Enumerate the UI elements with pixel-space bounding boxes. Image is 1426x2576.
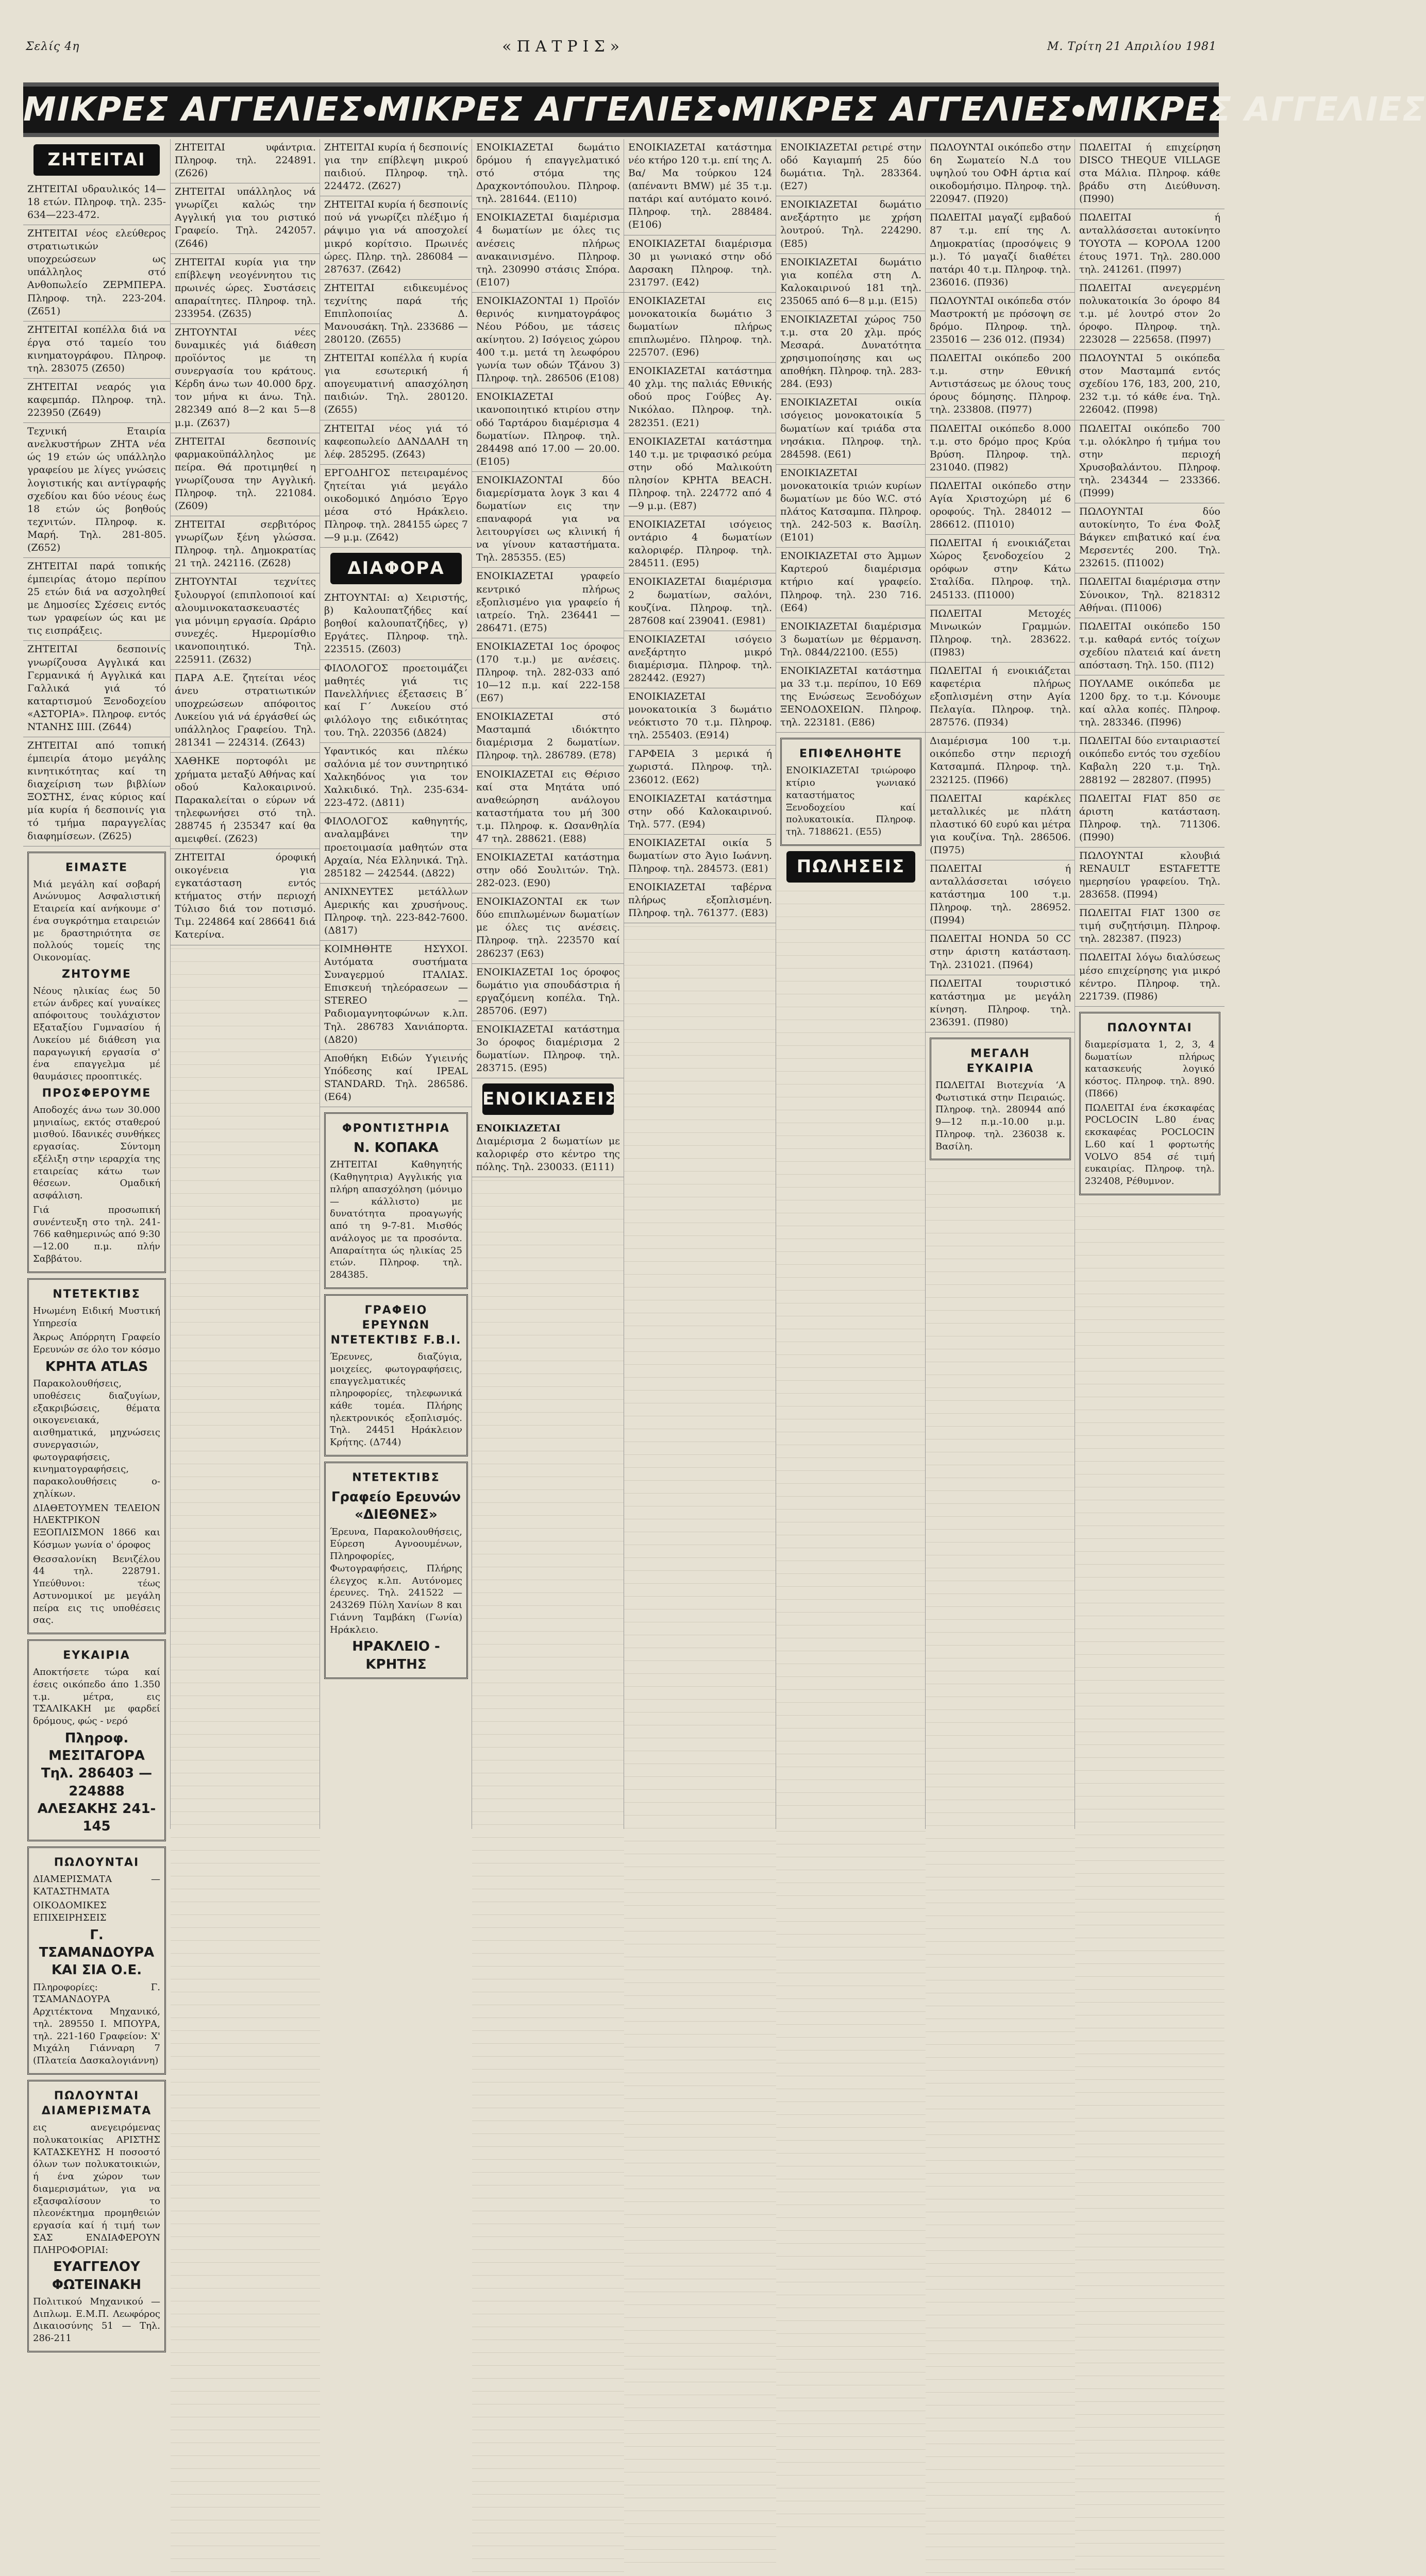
list-item: ΕΝΟΙΚΙΑΖΕΤΑΙ διαμέρισμα 2 δωματίων, σαλόνι, κουζίνα. Πληροφ. τηλ. 287608 καί 239041. (Ε981) <box>624 573 776 631</box>
ad-list <box>926 139 1075 1032</box>
list-item: ΠΩΛΕΙΤΑΙ διαμέρισμα στην Σύνοικον, Τηλ. 8218312 Αθήναι. (Π1006) <box>1075 573 1224 618</box>
big-opportunity-ad-box <box>930 1038 1071 1161</box>
list-item: ΧΑΘΗΚΕ πορτοφόλι με χρήματα μεταξύ Αθήνας καί οδού Καλοκαιρινού. Παρακαλείται ο εύρων νά τηλεφωνήσει στό τηλ. 288745 ή 235347 καί θα αμειφθεί. (Ζ623) <box>171 753 320 849</box>
list-item: ΓΑΡΦΕΙΑ 3 μερικά ή χωριστά. Πληροφ. τηλ. 236012. (Ε62) <box>624 745 776 790</box>
list-item: ΕΝΟΙΚΙΑΖΕΤΑΙ κατάστημα νέο κτήρο 120 τ.μ. επί της Λ. Βα/ Μα τούρκου 124 (απέναντι BMW) μέ 35 τ.μ. πατάρι καί αυτόματο κοινό. Πληροφ. τηλ. 288484. (Ε106) <box>624 139 776 235</box>
list-item: ΕΝΟΙΚΙΑΖΕΤΑΙ ισόγειο ανεξάρτητο μικρό διαμέρισμα. Πληροφ. τηλ. 282442. (Ε927) <box>624 631 776 688</box>
list-item: ΖΗΤΕΙΤΑΙ νεαρός για καφεμπάρ. Πληροφ. τηλ. 223950 (Ζ649) <box>23 379 170 423</box>
ad-title: ΕΝΟΙΚΙΑΖΕΤΑΙ <box>476 1123 561 1134</box>
box-text: ΠΩΛΕΙΤΑΙ ένα έκσκαφέας POCLOCIN L.80 ένας εκσκαφέας POCLOCIN L.60 καί 1 φορτωτής VOLVO 854 σέ τιμή ευκαιρίας. Πληροφ. τηλ. 232408, Ρέθυμνον. <box>1085 1102 1215 1187</box>
list-item: ΕΝΟΙΚΙΑΖΕΤΑΙ κατάστημα στην οδό Σουλιτών. Τηλ. 282-023. (Ε90) <box>472 849 624 893</box>
list-item: ΠΩΛΕΙΤΑΙ ή ενοικιάζεται Χώρος ξενοδοχείου 2 ορόφων στην Κάτω Σταλίδα. Πληροφ. τηλ. 245133. (Π1000) <box>926 535 1075 605</box>
list-item: ΕΡΓΟΔΗΓΟΣ πετειραμένος ζητείται γιά μεγάλο οικοδομικό Δημόσιο Έργο μέσα στό Ηράκλειο. Πληροφ. τηλ. 284155 ώρες 7—9 μ.μ. (Ζ642) <box>320 465 472 548</box>
list-item <box>472 1120 624 1177</box>
list-item: ΕΝΟΙΚΙΑΖΕΤΑΙ οικία 5 δωματίων στο Άγιο Ιωάννη. Πληροφ. τηλ. 284573. (Ε81) <box>624 835 776 879</box>
box-text: ΟΙΚΟΔΟΜΙΚΕΣ ΕΠΙΧΕΙΡΗΣΕΙΣ <box>33 1900 107 1923</box>
column-text-filler <box>776 888 926 2536</box>
box-title: ΕΠΙΦΕΛΗΘΗΤΕ <box>799 748 902 761</box>
box-title: ΠΡΟΣΦΕΡΟΥΜΕ <box>42 1087 152 1100</box>
list-item: ΠΩΛΕΙΤΑΙ οικόπεδο στην Αγία Χριστοχώρη μέ 6 οροφούς. Τηλ. 284012 — 286612. (Π1010) <box>926 478 1075 535</box>
column-7 <box>925 139 1075 1829</box>
list-item: ΕΝΟΙΚΙΑΖΕΤΑΙ μονοκατοικία 3 δωμάτιο νεόκτιστο 70 τ.μ. Πληροφ. τηλ. 255403. (Ε914) <box>624 688 776 745</box>
classified-columns <box>23 139 1224 2344</box>
notice-ad-box <box>780 738 921 846</box>
box-text: εις ανεγειρόμενας πολυκατοικίας ΑΡΙΣΤΗΣ ΚΑΤΑΣΚΕΥΗΣ Η ποσοστό όλων των πολυκατοικιών, ή ένα χώρον των διαμερισμάτων, για να εξασφαλίσουν το πλεονέκτημα προμηθειών εργασία καί ή τιμή των ΣΑΣ ΕΝΔΙΑΦΕΡΟΥΝ ΠΛΗΡΟΦΟΡΙΑΙ: <box>33 2122 160 2256</box>
list-item: ΕΝΟΙΚΙΑΖΕΤΑΙ 1ος όροφος (170 τ.μ.) με ανέσεις. Πληροφ. τηλ. 282-033 από 10—12 π.μ. καί 222-158 (Ε67) <box>472 638 624 708</box>
list-item: ΖΗΤΕΙΤΑΙ κοπέλλα ή κυρία για εσωτερική ή απογευματινή απασχόληση παιδιών. Τηλ. 280120. (Ζ655) <box>320 350 472 420</box>
box-text: ΠΩΛΕΙΤΑΙ Βιοτεχνία ‘Α Φωτιστικά στην Πειραιώς. Πληροφ. τηλ. 280944 από 9—12 π.μ.-10.00 μ.μ. Πληροφ. τηλ. 236038 κ. Βασίλη. <box>935 1079 1065 1152</box>
column-text-filler <box>1075 1200 1224 2576</box>
box-text: Γιά προσωπική συνέντευξη στο τηλ. 241-766 καθημερινώς από 9:30—12.00 π.μ. πλήν Σαββάτου. <box>33 1204 160 1264</box>
list-item: ΠΩΛΕΙΤΑΙ οικόπεδο 150 τ.μ. καθαρά εντός τοίχων σχεδίου πλατειά καί άνετη απόσταση. Τηλ. 150. (Π12) <box>1075 618 1224 675</box>
list-item: ΖΗΤΕΙΤΑΙ νέος γιά τό καφεοπωλείο ΔΑΝΔΑΛΗ τη λέφ. 285295. (Ζ643) <box>320 420 472 465</box>
list-item: ΖΗΤΕΙΤΑΙ υδραυλικός 14—18 ετών. Πληροφ. τηλ. 235-634—223-472. <box>23 181 170 225</box>
box-text: Μιά μεγάλη καί σοβαρή Ανώνυμος Ασφαλιστική Εταιρεία καί ανήκουμε σ' ένα συγκρότημα εταιρειών με δραστηριότητα σε πολλούς τομείς της Οικονομίας. <box>33 878 160 963</box>
box-title: ΠΩΛΟΥΝΤΑΙ <box>54 1856 140 1869</box>
list-item: ΕΝΟΙΚΙΑΖΕΤΑΙ κατάστημα 140 τ.μ. με τριφασικό ρεύμα στην οδό Μαλικούτη πλησίον ΚΡΗΤΑ ΒΕΑCH. Πληροφ. τηλ. 224772 από 4—9 μ.μ. (Ε87) <box>624 433 776 516</box>
list-item: ΕΝΟΙΚΙΑΖΕΤΑΙ διαμέρισμα 3 δωματίων με θέρμανση. Τηλ. 0844/22100. (Ε55) <box>776 618 926 663</box>
list-item: ΕΝΟΙΚΙΑΖΟΝΤΑΙ δύο διαμερίσματα λογκ 3 και 4 δωματίων εις την επαναφορά για να λειτουργίσει ως κλινική ή να γίνουν καταστήματα. Τηλ. 285355. (Ε5) <box>472 472 624 568</box>
list-item: ΠΟΥΛΑΜΕ οικόπεδα με 1200 δρχ. το τ.μ. Κόνουμε καί αλλα κοπές. Πληροφ. τηλ. 283346. (Π996) <box>1075 675 1224 733</box>
list-item: ΕΝΟΙΚΙΑΖΕΤΑΙ χώρος 750 τ.μ. στα 20 χλμ. πρός Μεσαρά. Δυνατότητα χρησιμοποίησης και ως αποθήκη. Πληροφ. τηλ. 283-284. (Ε93) <box>776 311 926 394</box>
box-text: Έρευνες, διαζύγια, μοιχείες, φωτογραφήσεις, επαγγελματικές πληροφορίες, τηλεφωνικά κάθε τομέα. Πλήρης ηλεκτρονικός εξοπλισμός. Τηλ. 24451 Ηράκλειον Κρήτης. (Δ744) <box>330 1351 462 1448</box>
list-item: ΖΗΤΟΥΝΤΑΙ νέες δυναμικές γιά διάθεση προϊόντος με τη συνεργασία του κράτους. Κέρδη άνω των 40.000 δρχ. τον μήνα κι άνω. Τηλ. 282349 από 8—2 και 5—8 μ.μ. (Ζ637) <box>171 324 320 433</box>
box-phone: Τηλ. 286403 — 224888 <box>41 1766 153 1799</box>
box-text: διαμερίσματα 1, 2, 3, 4 δωματίων πλήρως κατασκευής λογικό κόστος. Πληροφ. τηλ. 890. (Π866) <box>1085 1039 1215 1099</box>
box-title: ΝΤΕΤΕΚΤΙΒΣ <box>352 1471 440 1484</box>
bullet-icon: ● <box>363 100 378 119</box>
box-text: Νέους ηλικίας έως 50 ετών άνδρες καί γυναίκες απόφοιτους τουλάχιστον Εξαταξίου Γυμνασίου ή Λυκείου μέ διάθεση για παραγωγική εργασία σ' ένα επαγγελμα μέ θαυμάσιες προοπτικές. <box>33 985 160 1082</box>
box-subtitle: Ηνωμένη Ειδική Μυστική Υπηρεσία <box>33 1305 160 1329</box>
list-item: Υφαντικός και πλέκω σαλόνια μέ τον συντηρητικό Χαλκηδόνος για τον Χαλκιδικό. Τηλ. 235-634-223-472. (Δ811) <box>320 743 472 813</box>
section-header: ΕΝΟΙΚΙΑΣΕΙΣ <box>482 1083 614 1115</box>
list-item: ΖΗΤΕΙΤΑΙ σερβιτόρος γνωρίζων ξένη γλώσσα. Πληροφ. τηλ. Δημοκρατίας 21 τηλ. 242116. (Ζ628) <box>171 516 320 573</box>
list-item: ΚΟΙΜΗΘΗΤΕ ΗΣΥΧΟΙ. Αυτόματα συστήματα Συναγερμού ΙΤΑΛΙΑΣ. Επισκευή τηλεόρασεων — STEREO — Ραδιομαγνητοφώνων κ.λπ. Τηλ. 286783 Χανιάπορτα. (Δ820) <box>320 941 472 1050</box>
fbi-ad-box <box>324 1294 468 1456</box>
box-name: Γ. ΤΣΑΜΑΝΔΟΥΡΑ ΚΑΙ ΣΙΑ Ο.Ε. <box>39 1927 155 1978</box>
list-item: ΠΩΛΕΙΤΑΙ FIAT 1300 σε τιμή συζητήσιμη. Πληροφ. τηλ. 282387. (Π923) <box>1075 905 1224 949</box>
box-name: Ν. ΚΟΠΑΚΑ <box>353 1140 439 1156</box>
box-text: ΖΗΤΕΙΤΑΙ Καθηγητής (Καθηγητρια) Αγγλικής για πλήρη απασχόληση (μόνιμο — κάλλιστο) με δυνατότητα προαγωγής από τη 9-7-81. Μισθός ανάλογος με τα προσόντα. Απαραίτητα ώς ηλικίας 25 ετών. Πληροφ. τηλ. 284385. <box>330 1159 462 1281</box>
ad-list <box>23 181 170 846</box>
page-number: Σελίς 4η <box>26 40 80 53</box>
ad-list <box>1075 139 1224 1007</box>
ad-list <box>624 139 776 923</box>
list-item: ΠΩΛΕΙΤΑΙ τουριστικό κατάστημα με μεγάλη κίνηση. Πληροφ. τηλ. 236391. (Π980) <box>926 975 1075 1032</box>
list-item: ΕΝΟΙΚΙΑΖΕΤΑΙ μονοκατοικία τριών κυρίων δωματίων με δύο W.C. στό πλάτος Κατσαμπα. Πληροφ. τηλ. 242-503 κ. Βασίλη. (Ε101) <box>776 465 926 548</box>
column-3 <box>320 139 472 1829</box>
box-text: Έρευνα, Παρακολουθήσεις, Εύρεση Αγνοουμένων, Πληροφορίες, Φωτογραφήσεις, Πλήρης έλεγχος κ.λπ. Αυτόνομες έρευνες. Τηλ. 241522 — 243269 Πύλη Χανίων 8 και Γιάννη Ταμβάκη (Γωνία) Ηράκλειο. <box>330 1526 462 1635</box>
list-item: ΖΗΤΕΙΤΑΙ κυρία για την επίβλεψη νεογέννητου τις πρωινές ώρες. Συστάσεις απαραίτητες. Πληροφ. τηλ. 233954. (Ζ635) <box>171 254 320 324</box>
list-item: Τεχνική Εταιρία ανελκυστήρων ΖΗΤΑ νέα ώς 19 ετών ώς υπάλληλο γραφείου με λίγες γνώσεις λογιστικής και αντίγραφής σχεδίου και δύο νέους έως 18 ετών ώς βοηθούς τεχνιτών. Πληροφ. κ. Μαρή. Τηλ. 281-805. (Ζ652) <box>23 423 170 558</box>
list-item: ΠΩΛΕΙΤΑΙ ή ενοικιάζεται καφετέρια πλήρως εξοπλισμένη στην Αγία Πελαγία. Πληροφ. τηλ. 287576. (Π934) <box>926 663 1075 733</box>
bullet-icon: ● <box>1071 100 1086 119</box>
list-item: ΠΩΛΟΥΝΤΑΙ οικόπεδα στόν Μαστροκτή με πρόσοψη σε δρόμο. Πληροφ. τηλ. 235016 — 236 012. (Π934) <box>926 293 1075 350</box>
list-item: ΕΝΟΙΚΙΑΖΕΤΑΙ διαμέρισμα 30 μι γωνιακό στην οδό Δαρσακη Πληροφ. τηλ. 231797. (Ε42) <box>624 235 776 293</box>
list-item: ΠΩΛΟΥΝΤΑΙ δύο αυτοκίνητο, Το ένα Φολξ Βάγκεν επιβατικό καί ένα Μερσεντές 200. Τηλ. 232615. (Π1002) <box>1075 503 1224 573</box>
column-text-filler <box>624 923 776 2572</box>
list-item: ΠΩΛΟΥΝΤΑΙ κλουβιά RENAULT ESTAFETTE ημερησίου γραφείου. Τηλ. 283658. (Π994) <box>1075 848 1224 905</box>
box-text: ΔΙΑΘΕΤΟΥΜΕΝ ΤΕΛΕΙΟΝ ΗΛΕΚΤΡΙΚΟΝ ΕΞΟΠΛΙΣΜΟΝ 1866 και Κόσμων γωνία ο' όροφος <box>33 1502 160 1550</box>
list-item: ΠΩΛΕΙΤΑΙ δύο ενταιριαστεί οικόπεδο εντός του σχεδίου Καβαλη 220 τ.μ. Τηλ. 288192 — 282807. (Π995) <box>1075 733 1224 790</box>
list-item: ΖΗΤΕΙΤΑΙ νέος ελεύθερος στρατιωτικών υποχρεώσεων ως υπάλληλος στό Ανθοπωλείο ΖΕΡΜΠΕΡΑ. Πληροφ. τηλ. 223-204. (Ζ651) <box>23 225 170 321</box>
list-item: ΠΩΛΕΙΤΑΙ λόγω διαλύσεως μέσο επιχείρησης για μικρό κέντρο. Πληροφ. τηλ. 221739. (Π986) <box>1075 949 1224 1006</box>
list-item: ΕΝΟΙΚΙΑΖΕΤΑΙ κατάστημα 3ο όροφος διαμέρισμα 2 δωματίων. Πληροφ. τηλ. 283715. (Ε95) <box>472 1021 624 1078</box>
box-subtitle: Γραφείο Ερευνών «ΔΙΕΘΝΕΣ» <box>331 1489 461 1523</box>
ad-list <box>472 139 624 1078</box>
list-item: ΠΩΛΕΙΤΑΙ ή ανταλλάσσεται αυτοκίνητο TOYOTA — ΚΟΡΟΛΑ 1200 έτους 1971. Τηλ. 280.000 τηλ. 241261. (Π997) <box>1075 209 1224 279</box>
list-item: ΠΩΛΕΙΤΑΙ οικόπεδο 8.000 τ.μ. στο δρόμο προς Κρύα Βρύση. Πληροφ. τηλ. 231040. (Π982) <box>926 420 1075 478</box>
list-item: ΖΗΤΟΥΝΤΑΙ: α) Χειριστής, β) Καλουπατζήδες καί βοηθοί καλουπατζήδες, γ) Εργάτες. Πληροφ. τηλ. 223515. (Ζ603) <box>320 589 472 659</box>
box-text: Θεσσαλονίκη Βενιζέλου 44 τηλ. 228791. Υπεύθυνοι: τέως Αστυνομικοί με μεγάλη πείρα εις τις υποθέσεις σας. <box>33 1553 160 1626</box>
box-title: ΝΤΕΤΕΚΤΙΒΣ <box>53 1287 141 1301</box>
list-item: ΕΝΟΙΚΙΑΖΕΤΑΙ οικία ισόγειος μονοκατοικία 5 δωματίων καί τριάδα στα νησάκια. Πληροφ. τηλ. 284598. (Ε61) <box>776 394 926 464</box>
opportunity-ad-box <box>27 1639 166 1841</box>
list-item: ΖΗΤΕΙΤΑΙ υπάλληλος νά γνωρίζει καλώς την Αγγλική για του ριστικό Γραφείο. Τηλ. 242057. (Ζ646) <box>171 183 320 253</box>
column-1 <box>23 139 170 2344</box>
list-item: ΦΙΛΟΛΟΓΟΣ προετοιμάζει μαθητές γιά τις Πανελλήνιες έξετασεις Β΄ καί Γ΄ Λυκείου στό φιλόλογο της ειδικότητας του. Τηλ. 220356 (Δ824) <box>320 660 472 743</box>
list-item: ΠΩΛΕΙΤΑΙ μαγαζί εμβαδού 87 τ.μ. επί της Λ. Δημοκρατίας (προσόψεις 9 μ.). Τό μαγαζί διαθέτει πατάρι 40 τ.μ. Πληροφ. τηλ. 236016. (Π936) <box>926 209 1075 292</box>
list-item: ΖΗΤΕΙΤΑΙ παρά τοπικής έμπειρίας άτομο περίπου 25 ετών διά να ασχοληθεί με Δημοσίες Σχέσεις εντός των γραφείων ώς και με τις εισπράξεις. <box>23 558 170 641</box>
tutoring-ad-box <box>324 1112 468 1289</box>
box-text: ΕΝΟΙΚΙΑΖΕΤΑΙ τριώροφο κτίριο γωνιακό καταστήματος Ξενοδοχείου καί πολυκατοικία. Πληροφ. τηλ. 7188621. (Ε55) <box>786 765 916 838</box>
list-item: ΕΝΟΙΚΙΑΖΕΤΑΙ ικανοποιητικό κτιρίου στην οδό Ταρτάρου διαμέρισμα 4 δωματίων. Πληροφ. τηλ. 284498 από 17.00 — 20.00. (Ε105) <box>472 388 624 471</box>
list-item: ΕΝΟΙΚΙΑΖΕΤΑΙ δωμάτιο ανεξάρτητο με χρήση λουτρού. Τηλ. 224290. (Ε85) <box>776 196 926 253</box>
list-item: ΑΝΙΧΝΕΥΤΕΣ μετάλλων Αμερικής και χρυσήνους. Πληροφ. τηλ. 223-842-7600. (Δ817) <box>320 884 472 941</box>
list-item: ΕΝΟΙΚΙΑΖΟΝΤΑΙ 1) Προϊόν θερινός κινηματογράφος Νέου Ρόδου, με τάσεις ακίνητου. 2) Ισόγειος χώρου 400 τ.μ. μετά τη λεωφόρου γωνία των οδών Τζάνου 3) Πληροφ. τηλ. 286506 (Ε108) <box>472 293 624 389</box>
list-item: ΕΝΟΙΚΙΑΖΕΤΑΙ δωμάτιο δρόμου ή επαγγελματικό στό στόμα της Δραχκοντόπουλου. Πληροφ. τηλ. 281644. (Ε110) <box>472 139 624 209</box>
column-5 <box>624 139 776 1829</box>
box-title: ΦΡΟΝΤΙΣΤΗΡΙΑ <box>342 1122 450 1136</box>
list-item: ΕΝΟΙΚΙΑΖΕΤΑΙ εις μονοκατοικία δωμάτιο 3 δωματίων πλήρως επιπλωμένο. Πληροφ. τηλ. 225707. (Ε96) <box>624 293 776 363</box>
list-item: ΕΝΟΙΚΙΑΖΕΤΑΙ στό Μασταμπά ιδιόκτητο διαμέρισμα 2 δωματίων. Πληροφ. τηλ. 286789. (Ε78) <box>472 708 624 766</box>
list-item: ΖΗΤΕΙΤΑΙ ειδικευμένος τεχνίτης παρά τής Επιπλοποιίας Δ. Μανουσάκη. Τηλ. 233686 — 280120. (Ζ655) <box>320 280 472 350</box>
newspaper-title: «ΠΑΤΡΙΣ» <box>502 37 625 56</box>
ad-list <box>320 589 472 1107</box>
box-address: ΗΡΑΚΛΕΙΟ - ΚΡΗΤΗΣ <box>352 1639 440 1672</box>
list-item: ΕΝΟΙΚΙΑΖΕΤΑΙ δωμάτιο για κοπέλα στη Λ. Καλοκαιρινού 181 τηλ. 235065 από 6—8 μ.μ. (Ε15) <box>776 254 926 311</box>
banner-text: ΜΙΚΡΕΣ ΑΓΓΕΛΙΕΣ <box>377 91 717 129</box>
list-item: ΕΝΟΙΚΙΑΖΕΤΑΙ γραφείο κεντρικό πλήρως εξοπλισμένο για γραφείο ή ιατρείο. Τηλ. 236441 — 286471. (Ε75) <box>472 568 624 638</box>
column-text-filler <box>171 945 320 2576</box>
box-text: Πληροφορίες: Γ. ΤΣΑΜΑΝΔΟΥΡΑ Αρχιτέκτονα Μηχανικό, τηλ. 289550 Ι. ΜΠΟΥΡΑ, τηλ. 221-160 Γραφείον: Χ' Μιχάλη Γιάνναρη 7 (Πλατεία Δασκαλογιάννη) <box>33 1981 160 2066</box>
list-item: Αποθήκη Ειδών Υγιεινής Υπόδεσης καί IPEAL STANDARD. Τηλ. 286586. (Ε64) <box>320 1050 472 1107</box>
box-text: Αποκτήσετε τώρα καί έσεις οικόπεδο άπο 1.350 τ.μ. μέτρα, εις ΤΣΑΛΙΚΑΚΗ με φαρδεί δρόμους, φώς - νερό <box>33 1667 160 1727</box>
list-item: ΠΩΛΕΙΤΑΙ ανεγερμένη πολυκατοικία 3ο όροφο 84 τ.μ. μέ λουτρό στον 2ο όροφο. Πληροφ. τηλ. 223028 — 225658. (Π997) <box>1075 280 1224 350</box>
list-item: ΠΩΛΕΙΤΑΙ καρέκλες μεταλλικές με πλάτη πλαστικό 60 ευρύ και μέτρα για κουζίνα. Τηλ. 286506. (Π975) <box>926 790 1075 860</box>
box-text: Αποδοχές άνω των 30.000 μηνιαίως, εκτός σταθερού μισθού. Ιδανικές συνθήκες εργασίας. Σύντομη εξέλιξη στην ιεραρχία της εταιρείας κάτω των θέσεων. Ομαδική ασφάλιση. <box>33 1104 160 1201</box>
box-name: Πληροφ. ΜΕΣΙΤΑΓΟΡΑ <box>48 1730 145 1764</box>
list-item: ΠΩΛΕΙΤΑΙ HONDA 50 CC στην άριστη κατάσταση. Τηλ. 231021. (Π964) <box>926 930 1075 975</box>
list-item: ΕΝΟΙΚΙΑΖΕΤΑΙ κατάστημα μα 33 τ.μ. περίπου, 10 Ε69 της Ενώσεως Ξενοδόχων ΞΕΝΟΔΟΧΕΙΩΝ. Πληροφ. τηλ. 223181. (Ε86) <box>776 663 926 733</box>
banner-text: ΜΙΚΡΕΣ ΑΓΓΕΛΙΕΣ <box>1086 91 1426 129</box>
issue-date: Μ. Τρίτη 21 Απριλίου 1981 <box>1047 40 1217 53</box>
ad-list <box>320 139 472 548</box>
list-item: Διαμέρισμα 100 τ.μ. οικόπεδο στην περιοχή Κατσαμπά. Πληροφ. τηλ. 232125. (Π966) <box>926 733 1075 790</box>
list-item: ΖΗΤΟΥΝΤΑΙ τεχνίτες ξυλουργοί (επιπλοποιοί καί αλουμινοκατασκευαστές για μόνιμη εργασία. Ωράριο συνεχές. Ημερομίσθιο ικανοποιητικό. Τηλ. 225911. (Ζ632) <box>171 573 320 670</box>
list-item: ΠΩΛΕΙΤΑΙ ή ανταλλάσσεται ισόγειο κατάστημα 100 τ.μ. Πληροφ. τηλ. 286952. (Π994) <box>926 860 1075 930</box>
list-item: ΕΝΟΙΚΙΑΖΕΤΑΙ εις Θέρισο καί στα Μητάτα υπό αναθεώρηση ανάλογου καταστήματα του μή 300 τ.μ. Πληροφ. κ. Ωσανθηλία 47 τηλ. 288621. (Ε88) <box>472 766 624 849</box>
box-text: Άκρως Απόρρητη Γραφείο Ερευνών σε όλο τον κόσμο <box>33 1332 160 1355</box>
box-title: ΜΕΓΑΛΗ ΕΥΚΑΙΡΙΑ <box>966 1047 1034 1075</box>
list-item: ΖΗΤΕΙΤΑΙ κοπέλλα διά να έργα στό ταμείο του κινηματογράφου. Πληροφ. τηλ. 283075 (Ζ650) <box>23 321 170 379</box>
list-item: ΕΝΟΙΚΙΑΖΕΤΑΙ κατάστημα 40 χλμ. της παλιάς Εθνικής οδού προς Γούβες Αγ. Νικόλαο. Πληροφ. τηλ. 282351. (Ε21) <box>624 363 776 433</box>
box-title: ΠΩΛΟΥΝΤΑΙ <box>1107 1021 1193 1035</box>
box-address: ΑΛΕΣΑΚΗΣ 241-145 <box>37 1801 156 1835</box>
list-item: ΠΩΛΕΙΤΑΙ FIAT 850 σε άριστη κατάσταση. Πληροφ. τηλ. 711306. (Π990) <box>1075 790 1224 848</box>
list-item: ΕΝΟΙΚΙΑΖΕΤΑΙ ταβέρνα πλήρως εξοπλισμένη. Πληροφ. τηλ. 761377. (Ε83) <box>624 879 776 923</box>
apartments-sale-ad-box <box>1079 1012 1220 1195</box>
banner-text: ΜΙΚΡΕΣ ΑΓΓΕΛΙΕΣ <box>23 91 363 129</box>
list-item: ΕΝΟΙΚΙΑΖΕΤΑΙ 1ος όροφος δωμάτιο για σπουδάστρια ή εργαζόμενη κοπέλα. Τηλ. 285706. (Ε97) <box>472 964 624 1021</box>
list-item: ΠΩΛΕΙΤΑΙ Μετοχές Μινωικών Γραμμών. Πληροφ. τηλ. 283622. (Π983) <box>926 605 1075 663</box>
column-text-filler <box>926 1165 1075 2576</box>
insurance-ad-box <box>27 852 166 1273</box>
box-title: ΖΗΤΟΥΜΕ <box>62 968 131 981</box>
box-name: ΕΥΑΓΓΕΛΟΥ ΦΩΤΕΙΝΑΚΗ <box>52 2259 142 2293</box>
box-text: Πολιτικού Μηχανικού — Διπλωμ. Ε.Μ.Π. Λεωφόρος Δικαιοσύνης 51 — Τηλ. 286-211 <box>33 2296 160 2344</box>
bullet-icon: ● <box>717 100 732 119</box>
box-subtitle: ΔΙΑΜΕΡΙΣΜΑΤΑ — ΚΑΤΑΣΤΗΜΑΤΑ <box>33 1873 160 1897</box>
column-8 <box>1075 139 1224 1829</box>
box-name: ΚΡΗΤΑ ATLAS <box>45 1359 148 1375</box>
box-title: ΕΙΜΑΣΤΕ <box>65 861 128 874</box>
list-item: ΖΗΤΕΙΤΑΙ κυρία ή δεσποινίς πού νά γνωρίζει πλέξιμο ή ράψιμο για νά αποσχολεί μικρό κορίτσιο. Πρωινές ώρες. Πληρ. τηλ. 286084 — 287637. (Ζ642) <box>320 196 472 279</box>
ad-list <box>171 139 320 945</box>
list-item: ΕΝΟΙΚΙΑΖΟΝΤΑΙ εκ των δύο επιπλωμένων δωματίων με όλες τις ανέσεις. Πληροφ. τηλ. 223570 καί 286237 (Ε63) <box>472 893 624 963</box>
detective-ad-box <box>27 1278 166 1634</box>
classifieds-banner <box>23 82 1426 137</box>
list-item: ΖΗΤΕΙΤΑΙ κυρία ή δεσποινίς για την επίβλεψη μικρού παιδιού. Πληροφ. τηλ. 224472. (Ζ627) <box>320 139 472 196</box>
list-item: ΠΩΛΕΙΤΑΙ οικόπεδο 700 τ.μ. ολόκληρο ή τμήμα του στην περιοχή Χρυσοβαλάντου. Πληροφ. τηλ. 234344 — 233366. (Π999) <box>1075 420 1224 503</box>
list-item: ΖΗΤΕΙΤΑΙ υφάντρια. Πληροφ. τηλ. 224891. (Ζ626) <box>171 139 320 183</box>
page-header <box>26 31 1217 62</box>
list-item: ΠΩΛΕΙΤΑΙ ή επιχείρηση DISCO THEQUE VILLAGE στα Μάλια. Πληροφ. κάθε βράδυ στη Διεύθυνση. (Π990) <box>1075 139 1224 209</box>
section-header: ΔΙΑΦΟΡΑ <box>330 553 462 584</box>
list-item: ΕΝΟΙΚΙΑΖΕΤΑΙ ισόγειος οντάριο 4 δωματίων καλοριφέρ. Πληροφ. τηλ. 284511. (Ε95) <box>624 516 776 573</box>
apartments-ad-box-2 <box>27 2080 166 2352</box>
list-item: ΕΝΟΙΚΙΑΖΕΤΑΙ ρετιρέ στην οδό Καγιαμπή 25 δύο δωμάτια. Τηλ. 283364. (Ε27) <box>776 139 926 196</box>
list-item: ΕΝΟΙΚΙΑΖΕΤΑΙ στο Άμμων Καρτερού διαμέρισμα κτήριο καί γραφείο. Πληροφ. τηλ. 230 716. (Ε64) <box>776 548 926 618</box>
list-item: ΖΗΤΕΙΤΑΙ από τοπική έμπειρία άτομο μεγάλης κινητικότητας καί τη διαχείριση των βιβλίων ΞΟΣΤΗΣ, ένας κύριος καί μία κυρία ή δεσποινίς για τό τμήμα παραγγελίας διαφημίσεων. (Ζ625) <box>23 737 170 846</box>
banner-text: ΜΙΚΡΕΣ ΑΓΓΕΛΙΕΣ <box>732 91 1072 129</box>
ad-text: Διαμέρισμα 2 δωματίων με καλοριφέρ στο κέντρο της πόλης. Τηλ. 230033. (Ε111) <box>476 1136 620 1173</box>
box-title: ΠΩΛΟΥΝΤΑΙ ΔΙΑΜΕΡΙΣΜΑΤΑ <box>41 2089 152 2117</box>
list-item: ΖΗΤΕΙΤΑΙ δεσποινίς φαρμακοϋπάλληλος με πείρα. Θά προτιμηθεί η γνωρίζουσα την Αγγλική. Πληροφ. τηλ. 221084. (Ζ609) <box>171 433 320 516</box>
section-header: ΠΩΛΗΣΕΙΣ <box>786 851 915 883</box>
list-item: ΖΗΤΕΙΤΑΙ δεσποινίς γνωρίζουσα Αγγλικά και Γερμανικά ή Αγγλικά και Γαλλικά γιά τό καταρτισμού Ξενοδοχείου «ΑΣΤΟΡΙΑ». Πληροφ. εντός ΝΤΑΝΗΣ ΙΙΙΙ. (Ζ644) <box>23 641 170 737</box>
list-item: ΠΩΛΕΙΤΑΙ οικόπεδο 200 τ.μ. στην Εθνική Αντιστάσεως με όλους τους όρους δόμησης. Πληροφ. τηλ. 233808. (Π977) <box>926 350 1075 420</box>
apartments-ad-box <box>27 1846 166 2075</box>
list-item: ΕΝΟΙΚΙΑΖΕΤΑΙ διαμέρισμα 4 δωματίων με όλες τις ανέσεις πλήρως ανακαινισμένο. Πληροφ. τηλ. 230990 στάσις Σπόρα. (Ε107) <box>472 209 624 292</box>
column-2 <box>170 139 320 1829</box>
box-text: Παρακολουθήσεις, υποθέσεις διαζυγίων, εξακριβώσεις, θέματα οικογενειακά, αισθηματικά, μηχνώσεις συνεργασιών, φωτογραφήσεις, κινηματογραφήσεις, παρακολουθήσεις ο-χηλίκων. <box>33 1378 160 1499</box>
list-item: ΕΝΟΙΚΙΑΖΕΤΑΙ κατάστημα στην οδό Καλοκαιρινού. Τηλ. 577. (Ε94) <box>624 790 776 835</box>
section-header: ΖΗΤΕΙΤΑΙ <box>33 144 160 176</box>
list-item: ΠΩΛΟΥΝΤΑΙ οικόπεδο στην 6η Σωματείο Ν.Δ του υψηλού του ΟΦΗ άρτια καί οικοδομήσιμο. Πληροφ. τηλ. 220947. (Π920) <box>926 139 1075 209</box>
column-6 <box>776 139 926 1829</box>
column-text-filler <box>472 1177 624 2576</box>
column-4 <box>472 139 624 1829</box>
ad-list <box>776 139 926 733</box>
box-title: ΓΡΑΦΕΙΟ ΕΡΕΥΝΩΝ ΝΤΕΤΕΚΤΙΒΣ F.B.I. <box>330 1303 462 1347</box>
detective-international-ad-box <box>324 1462 468 1679</box>
list-item: ΠΑΡΑ Α.Ε. ζητείται νέος άνευ στρατιωτικών υποχρεώσεων απόφοιτος Λυκείου γιά νά έργάσθεί ώς υπάλληλος Γραφείου. Τηλ. 281341 — 224314. (Ζ643) <box>171 670 320 753</box>
list-item: ΦΙΛΟΛΟΓΟΣ καθηγητής, αναλαμβάνει την προετοιμασία μαθητών στα Αρχαία, Νέα Ελληνικά. Τηλ. 285182 — 242544. (Δ822) <box>320 813 472 883</box>
list-item: ΠΩΛΟΥΝΤΑΙ 5 οικόπεδα στον Μασταμπά εντός σχεδίου 176, 183, 200, 210, 232 τ.μ. τό κάθε ένα. Τηλ. 226042. (Π998) <box>1075 350 1224 420</box>
box-title: ΕΥΚΑΙΡΙΑ <box>63 1649 130 1663</box>
list-item: ΖΗΤΕΙΤΑΙ όροφική οικογένεια για εγκατάσταση εντός κτήματος στήν περιοχή Τύλισο διά τον ποτισμό. Τιμ. 224864 καί 286641 διά Κατερίνα. <box>171 849 320 945</box>
